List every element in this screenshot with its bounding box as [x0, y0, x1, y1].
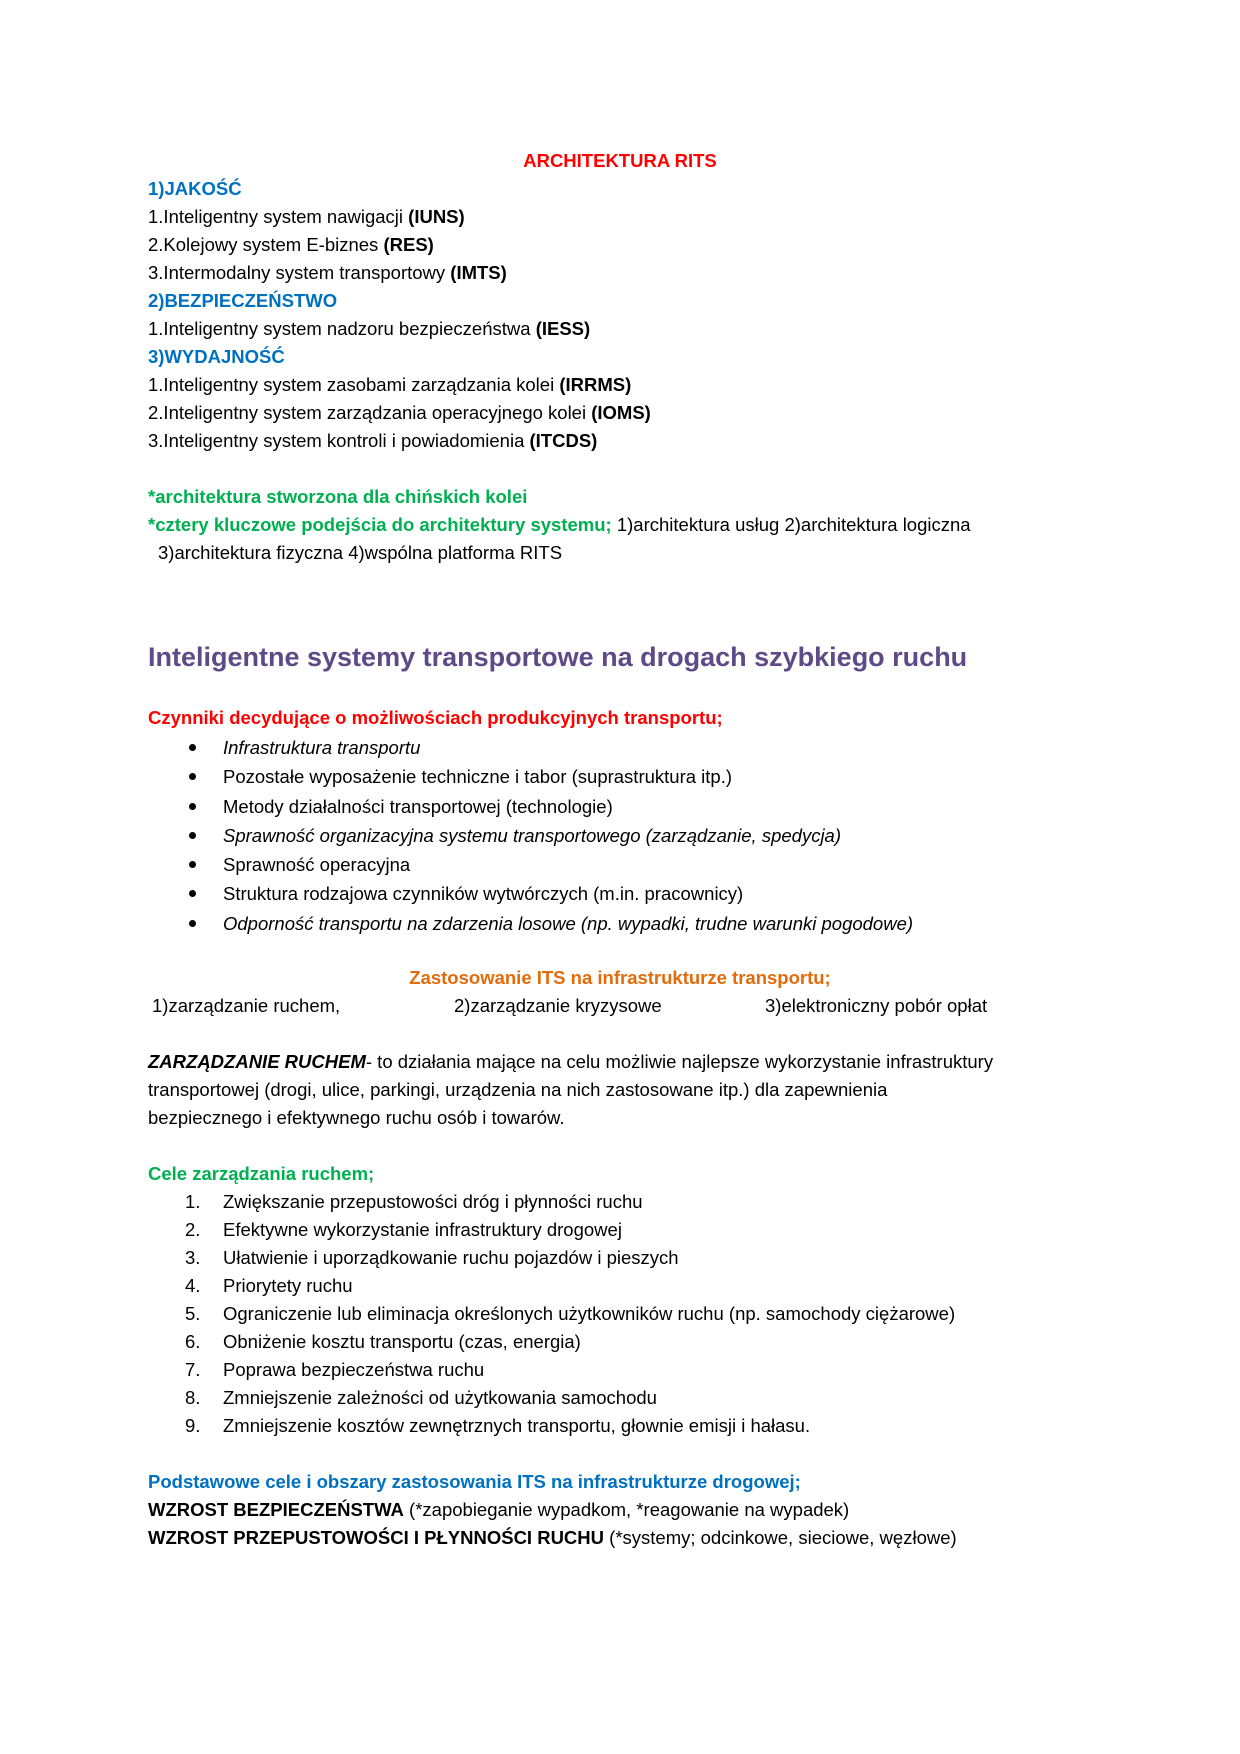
list-item: Infrastruktura transportu	[189, 733, 913, 762]
list-item: 3. Ułatwienie i uporządkowanie ruchu pojazdów i pieszych	[185, 1247, 679, 1268]
goals-heading: Cele zarządzania ruchem;	[148, 1163, 375, 1184]
its-application-item: 1)zarządzanie ruchem,	[152, 995, 341, 1016]
list-item: 2. Efektywne wykorzystanie infrastruktury drogowej	[185, 1219, 622, 1240]
definition-term: ZARZĄDZANIE RUCHEM	[148, 1051, 366, 1072]
list-item: Odporność transportu na zdarzenia losowe (np. wypadki, trudne warunki pogodowe)	[189, 909, 913, 938]
document-title: ARCHITEKTURA RITS	[523, 150, 717, 171]
heading-wydajnosc: 3)WYDAJNOŚĆ	[148, 346, 285, 367]
list-item: 8. Zmniejszenie zależności od użytkowania samochodu	[185, 1387, 657, 1408]
its-application-item: 3)elektroniczny pobór opłat	[765, 995, 988, 1016]
list-item: 2.Kolejowy system E-biznes (RES)	[148, 234, 434, 255]
note-chinese-railways: *architektura stworzona dla chińskich kolei	[148, 486, 528, 507]
definition-paragraph: ZARZĄDZANIE RUCHEM- to działania mające na celu możliwie najlepsze wykorzystanie infrastruktury transportowej (drogi, ulice, parkingi, urządzenia na nich zastosowane itp.) dla zapewnienia bezpiecznego i efektywnego ruchu osób i towarów.	[148, 1051, 994, 1128]
list-item: 3.Inteligentny system kontroli i powiadomienia (ITCDS)	[148, 430, 598, 451]
list-item: 7. Poprawa bezpieczeństwa ruchu	[185, 1359, 485, 1380]
factors-heading: Czynniki decydujące o możliwościach produkcyjnych transportu;	[148, 707, 723, 728]
factors-list	[189, 733, 913, 938]
list-item: 3.Intermodalny system transportowy (IMTS)	[148, 262, 507, 283]
goals-list	[185, 1188, 955, 1440]
list-item: 9. Zmniejszenie kosztów zewnętrznych transportu, głownie emisji i hałasu.	[185, 1415, 811, 1436]
its-application-heading: Zastosowanie ITS na infrastrukturze transportu;	[409, 967, 831, 988]
list-item: 1. Zwiększanie przepustowości dróg i płynności ruchu	[185, 1191, 643, 1212]
list-item: 1.Inteligentny system nadzoru bezpieczeństwa (IESS)	[148, 318, 591, 339]
list-item: 1.Inteligentny system nawigacji (IUNS)	[148, 206, 465, 227]
list-item: Metody działalności transportowej (technologie)	[189, 792, 913, 821]
list-item: Struktura rodzajowa czynników wytwórczych (m.in. pracownicy)	[189, 879, 913, 908]
basic-goal-safety: WZROST BEZPIECZEŃSTWA (*zapobieganie wypadkom, *reagowanie na wypadek)	[148, 1499, 850, 1520]
its-application-item: 2)zarządzanie kryzysowe	[454, 995, 662, 1016]
list-item: 5. Ograniczenie lub eliminacja określonych użytkowników ruchu (np. samochody ciężarowe)	[185, 1303, 956, 1324]
note-approaches: *cztery kluczowe podejścia do architektury systemu; 1)architektura usług 2)architektura logiczna	[148, 514, 971, 535]
list-item: Sprawność organizacyjna systemu transportowego (zarządzanie, spedycja)	[189, 821, 913, 850]
heading-jakosc: 1)JAKOŚĆ	[148, 178, 242, 199]
heading-bezpieczenstwo: 2)BEZPIECZEŃSTWO	[148, 290, 338, 311]
list-item: 1.Inteligentny system zasobami zarządzania kolei (IRRMS)	[148, 374, 632, 395]
notes-block	[148, 483, 971, 567]
basic-goals-block	[148, 1468, 957, 1552]
list-item: Pozostałe wyposażenie techniczne i tabor (suprastruktura itp.)	[189, 762, 913, 791]
basic-goal-capacity: WZROST PRZEPUSTOWOŚCI I PŁYNNOŚCI RUCHU (*systemy; odcinkowe, sieciowe, węzłowe)	[148, 1527, 957, 1548]
main-heading: Inteligentne systemy transportowe na drogach szybkiego ruchu	[148, 642, 968, 672]
note-approaches-cont: 3)architektura fizyczna 4)wspólna platforma RITS	[158, 542, 563, 563]
basic-goals-heading: Podstawowe cele i obszary zastosowania ITS na infrastrukturze drogowej;	[148, 1471, 801, 1492]
list-item: 2.Inteligentny system zarządzania operacyjnego kolei (IOMS)	[148, 402, 651, 423]
list-item: Sprawność operacyjna	[189, 850, 913, 879]
list-item: 6. Obniżenie kosztu transportu (czas, energia)	[185, 1331, 581, 1352]
section-rits	[148, 175, 651, 455]
list-item: 4. Priorytety ruchu	[185, 1275, 353, 1296]
